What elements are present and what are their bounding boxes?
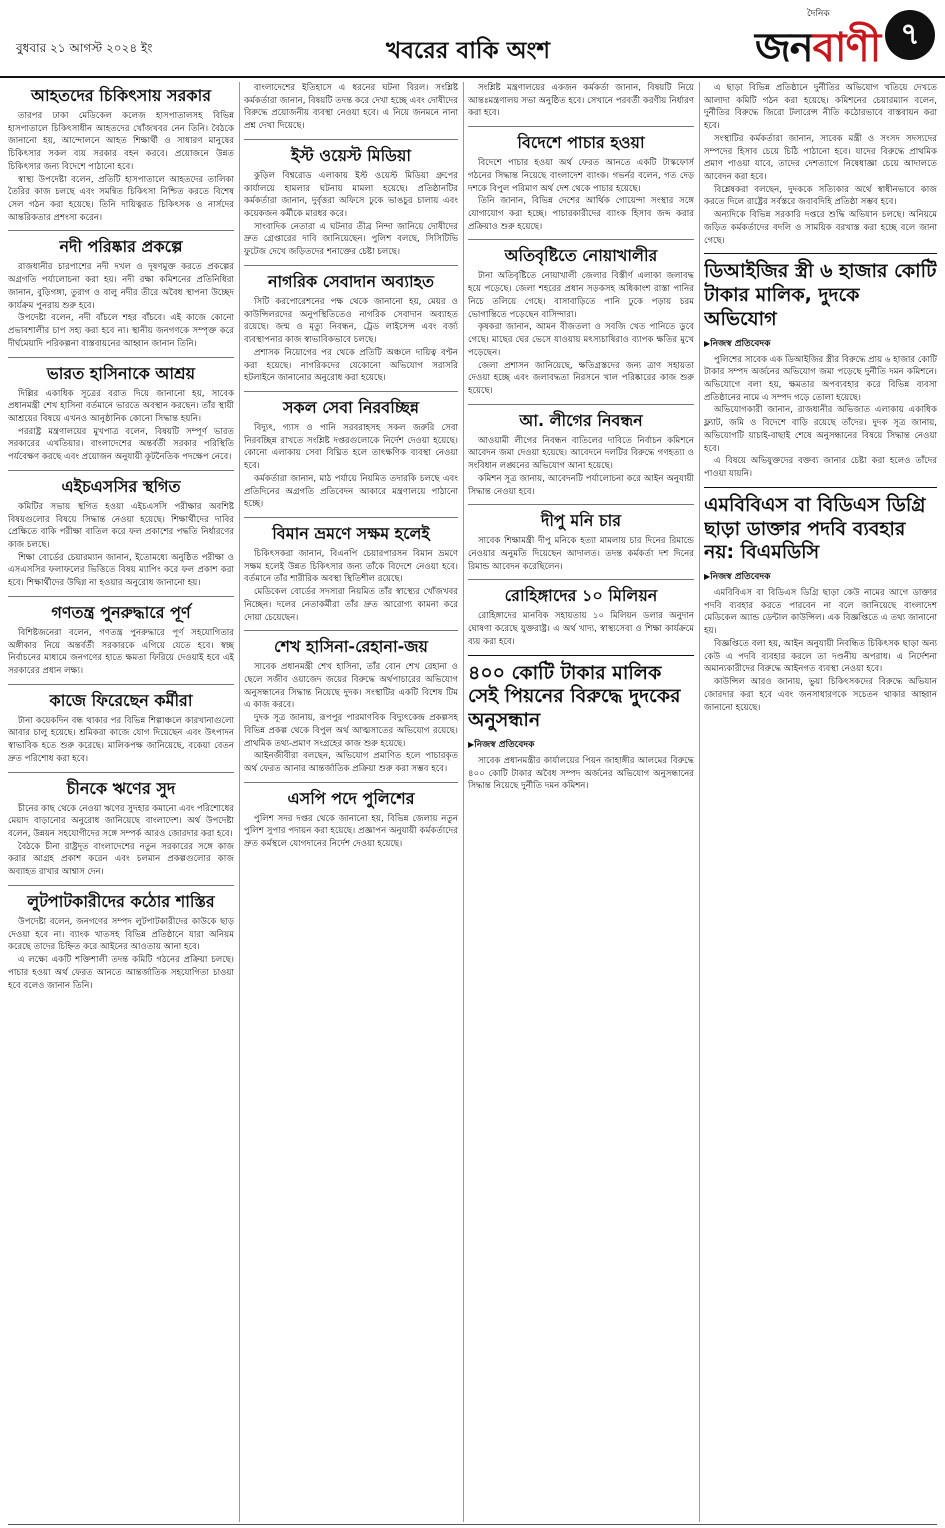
news-article <box>244 139 458 259</box>
article-paragraph: টানা অতিবৃষ্টিতে নোয়াখালী জেলার বিস্তীর্ণ এলাকা জলাবদ্ধ হয়ে পড়েছে। জেলা শহরের প্রধান সড়কসহ অধিকাংশ রাস্তা পানির নিচে তলিয়ে গেছে। বাসাবাড়িতে পানি ঢুকে পড়ায় চরম ভোগান্তিতে পড়েছেন বাসিন্দারা। <box>468 271 694 320</box>
article-paragraph: বৈঠকে চীনা রাষ্ট্রদূত বাংলাদেশের নতুন সরকারের সঙ্গে কাজ করার আগ্রহ প্রকাশ করেন এবং চলমান প্রকল্পগুলোর কাজ অব্যাহত রাখার আশ্বাস দেন। <box>8 841 234 878</box>
news-article <box>468 579 694 648</box>
news-article <box>468 126 694 233</box>
column-divider <box>699 82 700 1522</box>
article-paragraph: দিল্লির একাধিক সূত্রের বরাত দিয়ে জানানো হয়, সাবেক প্রধানমন্ত্রী শেখ হাসিনা বর্তমানে ভারতে অবস্থান করছেন। তাঁর স্থায়ী আশ্রয়ের বিষয়ে এখনও আনুষ্ঠানিক কোনো সিদ্ধান্ত হয়নি। <box>8 388 234 424</box>
news-article <box>244 265 458 385</box>
article-paragraph: অভিযোগকারী জানান, রাজধানীর অভিজাত এলাকায় একাধিক ফ্ল্যাট, জমি ও বিদেশে বাড়ি রয়েছে তাঁদের। দুদক সূত্র জানায়, অভিযোগটি যাচাই-বাছাই শেষে অনুসন্ধানের বিষয়ে সিদ্ধান্ত নেওয়া হবে। <box>704 405 937 454</box>
news-column-3 <box>468 82 694 1522</box>
news-article <box>8 357 234 464</box>
article-byline: ▶ নিজস্ব প্রতিবেদক <box>704 569 937 584</box>
masthead <box>0 0 945 78</box>
logo-part-2: বাণী <box>812 25 881 71</box>
article-paragraph: পুলিশ সদর দপ্তর থেকে জানানো হয়, বিভিন্ন জেলায় নতুন পুলিশ সুপার পদায়ন করা হয়েছে। প্রজ্ঞাপন অনুযায়ী কর্মকর্তাদের দ্রুত কর্মস্থলে যোগদানের নির্দেশ দেওয়া হয়েছে। <box>244 813 458 850</box>
column-divider <box>239 82 240 1522</box>
article-headline: লুটপাটকারীদের কঠোর শাস্তির <box>8 885 234 916</box>
article-paragraph: বিশিষ্টজনেরা বলেন, গণতন্ত্র পুনরুদ্ধারে পূর্ণ সহযোগিতার অঙ্গীকার নিয়ে অন্তর্বর্তী সরকারকে এগিয়ে যেতে হবে। স্বচ্ছ নির্বাচনের মাধ্যমে জনগণের হাতে ক্ষমতা ফিরিয়ে দেওয়াই হবে এই সরকারের প্রধান লক্ষ্য। <box>8 627 234 676</box>
news-article <box>8 684 234 766</box>
article-headline: বিমান ভ্রমণে সক্ষম হলেই <box>244 517 458 548</box>
article-headline: অতিবৃষ্টিতে নোয়াখালীর <box>468 239 694 270</box>
article-paragraph: কমিশন সূত্র জানায়, আবেদনটি পর্যালোচনা করে আইন অনুযায়ী সিদ্ধান্ত নেওয়া হবে। <box>468 473 694 497</box>
news-article <box>8 470 234 590</box>
article-paragraph: বিশ্লেষকরা বলছেন, দুদককে সত্যিকার অর্থে স্বাধীনভাবে কাজ করতে দিলে রাষ্ট্রের সর্বস্তরে জবাবদিহি প্রতিষ্ঠা সম্ভব হবে। <box>704 184 937 208</box>
news-article <box>244 517 458 624</box>
news-article <box>244 782 458 851</box>
article-paragraph: পররাষ্ট্র মন্ত্রণালয়ের মুখপাত্র বলেন, বিষয়টি সম্পূর্ণ ভারত সরকারের এখতিয়ার। বাংলাদেশের অন্তর্বর্তী সরকার পরিস্থিতি পর্যবেক্ষণ করছে এবং প্রয়োজন অনুযায়ী কূটনৈতিক পদক্ষেপ নেবে। <box>8 426 234 463</box>
article-paragraph: সাবেক প্রধানমন্ত্রী শেখ হাসিনা, তাঁর বোন শেখ রেহানা ও ছেলে সজীব ওয়াজেদ জয়ের বিরুদ্ধে অর্থপাচারের অভিযোগ অনুসন্ধানের সিদ্ধান্ত নিয়েছে দুদক। সংস্থাটির একটি বিশেষ টিম এ কাজ করবে। <box>244 662 458 711</box>
article-paragraph: সাবেক শিক্ষামন্ত্রী দীপু মনিকে হত্যা মামলায় চার দিনের রিমান্ডে নেওয়ার অনুমতি দিয়েছেন আদালত। তদন্ত কর্মকর্তা দশ দিনের রিমান্ড আবেদন করেছিলেন। <box>468 536 694 572</box>
article-paragraph: এ বিষয়ে অভিযুক্তদের বক্তব্য জানার চেষ্টা করা হলেও তাঁদের পাওয়া যায়নি। <box>704 456 937 480</box>
page-number-badge: ৭ <box>885 10 935 60</box>
logo-wordmark <box>755 16 880 83</box>
article-paragraph: রাজধানীর চারপাশের নদী দখল ও দূষণমুক্ত করতে প্রকল্পের অগ্রগতি পর্যালোচনা করা হয়। নদী রক্ষা কমিশনের প্রতিনিধিরা জানান, বুড়িগঙ্গা, তুরাগ ও বালু নদীর তীরে অবৈধ স্থাপনা উচ্ছেদ কার্যক্রম পুনরায় শুরু হবে। <box>8 262 234 311</box>
article-headline: বিদেশে পাচার হওয়া <box>468 126 694 157</box>
article-paragraph: রোহিঙ্গাদের মানবিক সহায়তায় ১০ মিলিয়ন ডলার অনুদান ঘোষণা করেছে যুক্তরাষ্ট্র। এ অর্থ খাদ্য, স্বাস্থ্যসেবা ও শিক্ষা কার্যক্রমে ব্যয় করা হবে। <box>468 611 694 647</box>
article-headline: আহতদের চিকিৎসায় সরকার <box>30 86 212 105</box>
news-column-2 <box>244 82 458 1522</box>
article-headline: ৪০০ কোটি টাকার মালিক সেই পিয়নের বিরুদ্ধে দুদকের অনুসন্ধান <box>468 655 694 737</box>
article-paragraph: টানা কয়েকদিন বন্ধ থাকার পর বিভিন্ন শিল্পাঞ্চলে কারখানাগুলো আবার চালু হয়েছে। শ্রমিকরা কাজে যোগ দিয়েছেন এবং উৎপাদন স্বাভাবিক হতে শুরু করেছে। মালিকপক্ষ জানিয়েছে, বকেয়া বেতন দ্রুত পরিশোধ করা হবে। <box>8 715 234 764</box>
article-headline: ভারত হাসিনাকে আশ্রয় <box>8 357 234 388</box>
article-paragraph: বিজ্ঞপ্তিতে বলা হয়, আইন অনুযায়ী নিবন্ধিত চিকিৎসক ছাড়া অন্য কেউ এ পদবি ব্যবহার করলে তা দণ্ডনীয় অপরাধ। এ নির্দেশনা অমান্যকারীদের বিরুদ্ধে আইনগত ব্যবস্থা নেওয়া হবে। <box>704 638 937 675</box>
article-headline: সকল সেবা নিরবচ্ছিন্ন <box>244 391 458 422</box>
article-paragraph: পুলিশের সাবেক এক ডিআইজির স্ত্রীর বিরুদ্ধে প্রায় ৬ হাজার কোটি টাকার সম্পদ অর্জনের অভিযোগ জমা পড়েছে দুর্নীতি দমন কমিশনে। অভিযোগে বলা হয়, ক্ষমতার অপব্যবহার করে বিভিন্ন ব্যবসা প্রতিষ্ঠানের নামে এ সম্পদ গড়ে তোলা হয়েছে। <box>704 354 937 403</box>
article-paragraph: এ লক্ষ্যে একটি শক্তিশালী তদন্ত কমিটি গঠনের প্রক্রিয়া চলছে। পাচার হওয়া অর্থ ফেরত আনতে আন্তর্জাতিক সহযোগিতা চাওয়া হবে বলেও জানান তিনি। <box>8 955 234 991</box>
article-paragraph: উপদেষ্টা বলেন, জনগণের সম্পদ লুটপাটকারীদের কাউকে ছাড় দেওয়া হবে না। ব্যাংক খাতসহ বিভিন্ন প্রতিষ্ঠানে যারা অনিয়ম করেছে তাদের চিহ্নিত করে আইনের আওতায় আনা হবে। <box>8 916 234 953</box>
news-article <box>704 82 937 247</box>
news-article <box>244 630 458 775</box>
article-paragraph: কমিটির সভায় স্থগিত হওয়া এইচএসসি পরীক্ষার অবশিষ্ট বিষয়গুলোর বিষয়ে সিদ্ধান্ত নেওয়া হয়েছে। শিক্ষার্থীদের দাবির প্রেক্ষিতে বাকি পরীক্ষা বাতিল করে ফল প্রকাশের পদ্ধতি নির্ধারণের কাজ চলছে। <box>8 501 234 550</box>
article-paragraph: বিদেশে পাচার হওয়া অর্থ ফেরত আনতে একটি টাস্কফোর্স গঠনের সিদ্ধান্ত নিয়েছে বাংলাদেশ ব্যাংক। গভর্নর বলেন, গত দেড় দশকে বিপুল পরিমাণ অর্থ দেশ থেকে পাচার হয়েছে। <box>468 158 694 194</box>
article-paragraph: কুড়িল বিশ্বরোড এলাকায় ইস্ট ওয়েস্ট মিডিয়া গ্রুপের কার্যালয়ে হামলার ঘটনায় মামলা হয়েছে। প্রতিষ্ঠানটির কর্মকর্তারা জানান, দুর্বৃত্তরা অফিসে ঢুকে ভাঙচুর চালায় এবং কয়েকজন কর্মীকে মারধর করে। <box>244 170 458 220</box>
publication-date: বুধবার ২১ আগস্ট ২০২৪ ইং <box>16 41 153 55</box>
article-paragraph: বিদ্যুৎ, গ্যাস ও পানি সরবরাহসহ সকল জরুরি সেবা নিরবচ্ছিন্ন রাখতে সংশ্লিষ্ট দপ্তরগুলোকে নির্দেশ দেওয়া হয়েছে। কোনো এলাকায় সেবা বিঘ্নিত হলে তাৎক্ষণিক ব্যবস্থা নেওয়া হবে। <box>244 422 458 472</box>
article-paragraph: কর্মকর্তারা জানান, মাঠ পর্যায়ে নিয়মিত তদারকি চলছে এবং প্রতিদিনের অগ্রগতি প্রতিবেদন আকারে মন্ত্রণালয়ে পাঠানো হচ্ছে। <box>244 473 458 510</box>
news-article <box>8 885 234 992</box>
news-article <box>468 655 694 793</box>
logo-daily-label: দৈনিক <box>807 9 830 19</box>
article-paragraph: কাউন্সিল আরও জানায়, ভুয়া চিকিৎসকদের বিরুদ্ধে অভিযান জোরদার করা হবে এবং জনসাধারণকে সচেতন থাকার আহ্বান জানানো হয়েছে। <box>704 677 937 713</box>
article-headline: চীনকে ঋণের সুদ <box>8 772 234 803</box>
article-paragraph: সংস্থাটির কর্মকর্তারা জানান, সাবেক মন্ত্রী ও সংসদ সদস্যদের সম্পদের হিসাব চেয়ে চিঠি পাঠানো হবে। যাদের বিরুদ্ধে প্রাথমিক প্রমাণ পাওয়া যাবে, তাদের দেশত্যাগে নিষেধাজ্ঞা চেয়ে আদালতে আবেদন করা হবে। <box>704 133 937 183</box>
news-article <box>468 404 694 499</box>
article-paragraph: আইনজীবীরা বলছেন, অভিযোগ প্রমাণিত হলে পাচারকৃত অর্থ ফেরত আনার আন্তর্জাতিক প্রক্রিয়া শুরু করা সম্ভব হবে। <box>244 751 458 775</box>
news-article <box>704 253 937 480</box>
article-paragraph: সাবেক প্রধানমন্ত্রীর কার্যালয়ের পিয়ন জাহাঙ্গীর আলমের বিরুদ্ধে ৪০০ কোটি টাকার অবৈধ সম্পদ অর্জনের অভিযোগ অনুসন্ধানের সিদ্ধান্ত নিয়েছে দুর্নীতি দমন কমিশন। <box>468 755 694 792</box>
article-paragraph: কৃষকরা জানান, আমন বীজতলা ও সবজি খেত পানিতে ডুবে গেছে। মাছের ঘের ভেসে যাওয়ায় মৎস্যচাষিরাও ব্যাপক ক্ষতির মুখে পড়েছেন। <box>468 322 694 358</box>
article-headline: ইস্ট ওয়েস্ট মিডিয়া <box>244 139 458 170</box>
article-headline: কাজে ফিরেছেন কর্মীরা <box>8 684 234 715</box>
article-paragraph: স্বাস্থ্য উপদেষ্টা বলেন, প্রতিটি হাসপাতালে আহতদের তালিকা তৈরির কাজ চলছে এবং সমন্বিত চিকিৎসা নিশ্চিত করতে বিশেষ সেল গঠন করা হয়েছে। তিনি দায়িত্বরত চিকিৎসক ও নার্সদের আন্তরিকতার প্রশংসা করেন। <box>8 174 234 223</box>
news-article <box>704 487 937 714</box>
article-paragraph: উপদেষ্টা বলেন, নদী বাঁচলে শহর বাঁচবে। এই কাজে কোনো প্রভাবশালীর চাপ সহ্য করা হবে না। স্থানীয় জনগণকে সম্পৃক্ত করে দীর্ঘমেয়াদি পরিকল্পনা বাস্তবায়নের আহ্বান জানান তিনি। <box>8 313 234 349</box>
news-article <box>468 504 694 573</box>
news-article <box>8 596 234 678</box>
news-column-4 <box>704 82 937 1522</box>
article-headline: এমবিবিএস বা বিডিএস ডিগ্রি ছাড়া ডাক্তার পদবি ব্যবহার নয়: বিএমডিসি <box>704 487 937 569</box>
article-headline: ডিআইজির স্ত্রী ৬ হাজার কোটি টাকার মালিক, দুদকে অভিযোগ <box>704 253 937 335</box>
article-paragraph: তিনি জানান, বিভিন্ন দেশের আর্থিক গোয়েন্দা সংস্থার সঙ্গে যোগাযোগ করা হচ্ছে। পাচারকারীদের ব্যাংক হিসাব জব্দ করার প্রক্রিয়াও শুরু হয়েছে। <box>468 196 694 232</box>
news-column-1 <box>8 82 234 1522</box>
article-headline: শেখ হাসিনা-রেহানা-জয় <box>244 630 458 661</box>
article-headline: আ. লীগের নিবন্ধন <box>468 404 694 435</box>
column-divider <box>463 82 464 1522</box>
newspaper-logo <box>755 6 935 71</box>
page-footer-rule <box>8 1524 937 1525</box>
article-paragraph: সাংবাদিক নেতারা এ ঘটনার তীব্র নিন্দা জানিয়ে দোষীদের দ্রুত গ্রেপ্তারের দাবি জানিয়েছেন। পুলিশ বলছে, সিসিটিভি ফুটেজ দেখে জড়িতদের শনাক্তের চেষ্টা চলছে। <box>244 221 458 258</box>
article-headline: গণতন্ত্র পুনরুদ্ধারে পূর্ণ <box>8 596 234 627</box>
article-paragraph: এমবিবিএস বা বিডিএস ডিগ্রি ছাড়া কেউ নামের আগে ডাক্তার পদবি ব্যবহার করতে পারবেন না বলে জানিয়েছে বাংলাদেশ মেডিকেল অ্যান্ড ডেন্টাল কাউন্সিল। এক বিজ্ঞপ্তিতে এ তথ্য জানানো হয়। <box>704 588 937 637</box>
news-article <box>244 391 458 511</box>
article-headline: রোহিঙ্গাদের ১০ মিলিয়ন <box>468 579 694 610</box>
article-paragraph: জেলা প্রশাসন জানিয়েছে, ক্ষতিগ্রস্তদের জন্য ত্রাণ সহায়তা দেওয়া হচ্ছে এবং জলাবদ্ধতা নিরসনে খাল পরিষ্কারের কাজ শুরু হয়েছে। <box>468 360 694 396</box>
news-article <box>8 82 234 224</box>
article-paragraph: মেডিকেল বোর্ডের সদস্যরা নিয়মিত তাঁর স্বাস্থ্যের খোঁজখবর নিচ্ছেন। দলের নেতাকর্মীরা তাঁর দ্রুত আরোগ্য কামনা করে দোয়া চেয়েছেন। <box>244 587 458 623</box>
article-headline: এইচএসসির স্থগিত <box>8 470 234 501</box>
article-paragraph: সংশ্লিষ্ট মন্ত্রণালয়ের একজন কর্মকর্তা জানান, বিষয়টি নিয়ে আন্তঃমন্ত্রণালয় সভা অনুষ্ঠিত হবে। সেখানে পরবর্তী করণীয় নির্ধারণ করা হবে। <box>468 83 694 119</box>
news-article <box>244 82 458 133</box>
article-paragraph: চীনের কাছ থেকে নেওয়া ঋণের সুদহার কমানো এবং পরিশোধের মেয়াদ বাড়ানোর অনুরোধ জানিয়েছে বাংলাদেশ। অর্থ উপদেষ্টা বলেন, উন্নয়ন সহযোগীদের সঙ্গে সম্পর্ক আরও জোরদার করা হবে। <box>8 803 234 840</box>
article-paragraph: এ ছাড়া বিভিন্ন প্রতিষ্ঠানে দুর্নীতির অভিযোগ খতিয়ে দেখতে আলাদা কমিটি গঠন করা হয়েছে। কমিশনের চেয়ারম্যান বলেন, দুর্নীতির বিরুদ্ধে জিরো টলারেন্স নীতি কঠোরভাবে বাস্তবায়ন করা হবে। <box>704 83 937 132</box>
article-paragraph: তারপর ঢাকা মেডিকেল কলেজ হাসপাতালসহ বিভিন্ন হাসপাতালে চিকিৎসাধীন আহতদের খোঁজখবর নেন তিনি। বৈঠকে জানানো হয়, আন্দোলনে আহত শিক্ষার্থী ও সাধারণ মানুষের চিকিৎসার সকল ব্যয় সরকার বহন করবে। প্রয়োজনে উন্নত চিকিৎসার জন্য বিদেশে পাঠানো হবে। <box>8 111 234 172</box>
article-paragraph: দুদক সূত্র জানায়, রূপপুর পারমাণবিক বিদ্যুৎকেন্দ্র প্রকল্পসহ বিভিন্ন প্রকল্প থেকে বিপুল অর্থ আত্মসাতের অভিযোগ রয়েছে। প্রাথমিক তথ্য-প্রমাণ সংগ্রহের কাজ শুরু হয়েছে। <box>244 713 458 749</box>
news-article <box>8 772 234 879</box>
article-headline: নাগরিক সেবাদান অব্যাহত <box>244 265 458 296</box>
article-paragraph: প্রশাসক নিয়োগের পর থেকে প্রতিটি অঞ্চলে দায়িত্ব বণ্টন করা হয়েছে। নাগরিকদের যেকোনো অভিযোগ সরাসরি হটলাইনে জানানোর অনুরোধ করা হয়েছে। <box>244 347 458 384</box>
article-paragraph: সিটি করপোরেশনের পক্ষ থেকে জানানো হয়, মেয়র ও কাউন্সিলরদের অনুপস্থিতিতেও নাগরিক সেবাদান অব্যাহত রয়েছে। জন্ম ও মৃত্যু নিবন্ধন, ট্রেড লাইসেন্স এবং বর্জ্য ব্যবস্থাপনার কাজ স্বাভাবিকভাবে চলছে। <box>244 296 458 346</box>
news-article <box>468 239 694 397</box>
article-paragraph: চিকিৎসকরা জানান, বিএনপি চেয়ারপারসন বিমান ভ্রমণে সক্ষম হলেই উন্নত চিকিৎসার জন্য তাঁকে বিদেশে নেওয়া হবে। বর্তমানে তাঁর শারীরিক অবস্থা স্থিতিশীল রয়েছে। <box>244 548 458 585</box>
article-paragraph: অন্যদিকে বিভিন্ন সরকারি দপ্তরে শুদ্ধি অভিযান চলছে। অনিয়মে জড়িত কর্মকর্তাদের বদলি ও সাময়িক বরখাস্ত করা হচ্ছে বলে জানা গেছে। <box>704 210 937 246</box>
article-headline: দীপু মনি চার <box>468 504 694 535</box>
news-article <box>468 82 694 120</box>
section-title: খবরের বাকি অংশ <box>385 38 551 64</box>
article-paragraph: শিক্ষা বোর্ডের চেয়ারম্যান জানান, ইতোমধ্যে অনুষ্ঠিত পরীক্ষা ও এসএসসির ফলাফলের ভিত্তিতে বিষয় ম্যাপিং করে ফল প্রকাশ করা হবে। শিক্ষার্থীদের উদ্বিগ্ন না হওয়ার অনুরোধ জানানো হয়। <box>8 552 234 589</box>
article-byline: ▶ নিজস্ব প্রতিবেদক <box>468 737 694 752</box>
news-article <box>8 230 234 350</box>
article-headline: এসপি পদে পুলিশের <box>244 782 458 813</box>
logo-part-1: জন <box>755 25 813 71</box>
article-byline: ▶ নিজস্ব প্রতিবেদক <box>704 336 937 351</box>
article-headline: নদী পরিষ্কার প্রকল্পে <box>8 230 234 261</box>
article-paragraph: আওয়ামী লীগের নিবন্ধন বাতিলের দাবিতে নির্বাচন কমিশনে আবেদন জমা দেওয়া হয়েছে। আবেদনে দলটির বিরুদ্ধে গণহত্যা ও সংবিধান লঙ্ঘনের অভিযোগ আনা হয়েছে। <box>468 435 694 472</box>
article-paragraph: বাংলাদেশের ইতিহাসে এ ধরনের ঘটনা বিরল। সংশ্লিষ্ট কর্মকর্তারা জানান, বিষয়টি তদন্ত করে দেখা হচ্ছে এবং দোষীদের বিরুদ্ধে প্রয়োজনীয় ব্যবস্থা নেওয়া হবে। এ নিয়ে জনমনে নানা প্রশ্ন দেখা দিয়েছে। <box>244 83 458 132</box>
